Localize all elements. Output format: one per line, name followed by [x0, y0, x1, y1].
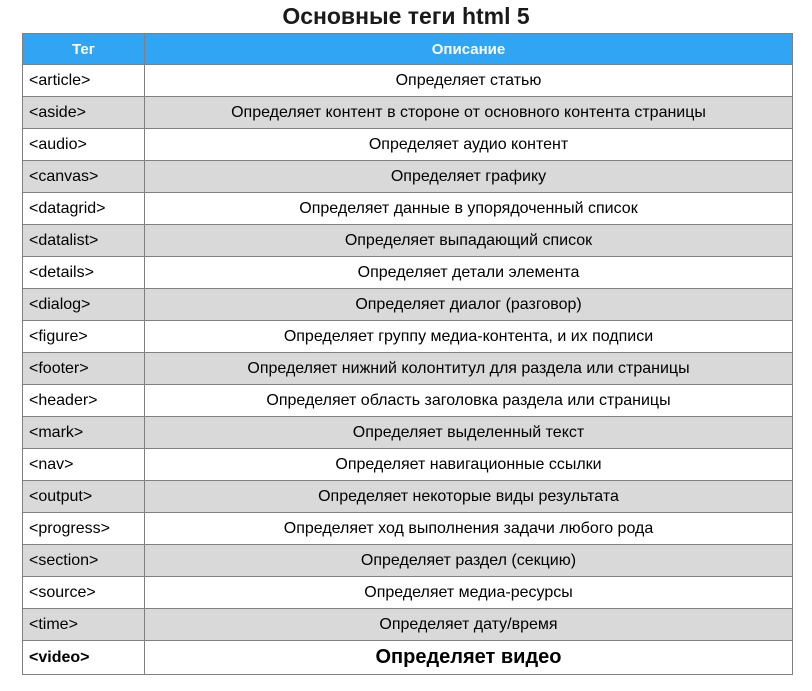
table-row	[23, 641, 793, 675]
table-row	[23, 609, 793, 641]
description-cell: Определяет данные в упорядоченный список	[145, 193, 793, 225]
table-row	[23, 353, 793, 385]
tag-cell: <details>	[23, 257, 145, 289]
tag-cell: <source>	[23, 577, 145, 609]
description-cell: Определяет видео	[145, 641, 793, 675]
page-title: Основные теги html 5	[282, 3, 530, 29]
table-row	[23, 577, 793, 609]
tag-cell: <time>	[23, 609, 145, 641]
description-cell: Определяет статью	[145, 65, 793, 97]
tag-cell: <article>	[23, 65, 145, 97]
description-cell: Определяет некоторые виды результата	[145, 481, 793, 513]
description-cell: Определяет медиа-ресурсы	[145, 577, 793, 609]
table-row	[23, 513, 793, 545]
tag-cell: <nav>	[23, 449, 145, 481]
table-row	[23, 129, 793, 161]
tag-cell: <header>	[23, 385, 145, 417]
description-cell: Определяет выпадающий список	[145, 225, 793, 257]
description-cell: Определяет нижний колонтитул для раздела или страницы	[145, 353, 793, 385]
table-row	[23, 257, 793, 289]
description-cell: Определяет графику	[145, 161, 793, 193]
tag-cell: <canvas>	[23, 161, 145, 193]
table-row	[23, 193, 793, 225]
table-row	[23, 449, 793, 481]
description-cell: Определяет контент в стороне от основного контента страницы	[145, 97, 793, 129]
table-row	[23, 161, 793, 193]
tag-cell: <output>	[23, 481, 145, 513]
tags-table	[22, 33, 793, 675]
description-cell: Определяет аудио контент	[145, 129, 793, 161]
description-cell: Определяет ход выполнения задачи любого рода	[145, 513, 793, 545]
tag-cell: <datagrid>	[23, 193, 145, 225]
table-header-row	[23, 34, 793, 65]
description-cell: Определяет детали элемента	[145, 257, 793, 289]
table-row	[23, 481, 793, 513]
description-cell: Определяет навигационные ссылки	[145, 449, 793, 481]
tag-cell: <aside>	[23, 97, 145, 129]
table-row	[23, 385, 793, 417]
description-cell: Определяет дату/время	[145, 609, 793, 641]
table-row	[23, 225, 793, 257]
tag-cell: <mark>	[23, 417, 145, 449]
column-header-description: Описание	[145, 34, 793, 65]
tag-cell: <video>	[23, 641, 145, 675]
column-header-tag: Тег	[23, 34, 145, 65]
tag-cell: <figure>	[23, 321, 145, 353]
table-row	[23, 97, 793, 129]
table-row	[23, 321, 793, 353]
table-row	[23, 417, 793, 449]
table-row	[23, 545, 793, 577]
table-row	[23, 65, 793, 97]
description-cell: Определяет раздел (секцию)	[145, 545, 793, 577]
tag-cell: <section>	[23, 545, 145, 577]
tag-cell: <footer>	[23, 353, 145, 385]
description-cell: Определяет диалог (разговор)	[145, 289, 793, 321]
tag-cell: <dialog>	[23, 289, 145, 321]
tag-cell: <datalist>	[23, 225, 145, 257]
tag-cell: <audio>	[23, 129, 145, 161]
description-cell: Определяет выделенный текст	[145, 417, 793, 449]
description-cell: Определяет группу медиа-контента, и их подписи	[145, 321, 793, 353]
description-cell: Определяет область заголовка раздела или страницы	[145, 385, 793, 417]
table-row	[23, 289, 793, 321]
tag-cell: <progress>	[23, 513, 145, 545]
